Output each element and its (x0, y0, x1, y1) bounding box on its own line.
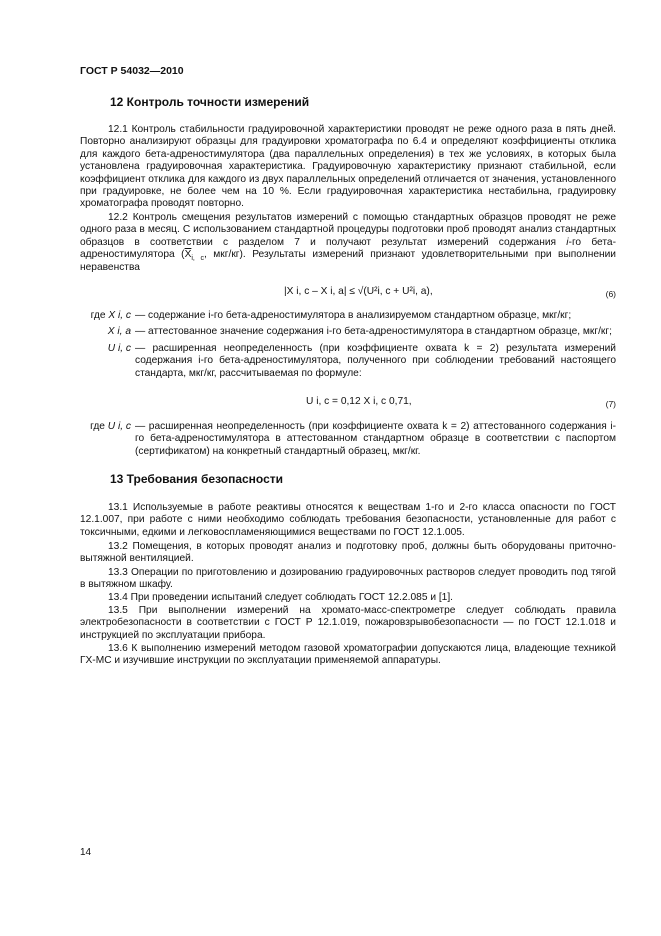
paragraph-12-2: 12.2 Контроль смещения результатов измерений с помощью стандартных образцов проводят не реже одного раза в месяц. С использованием стандартной процедуры подготовки проб проводят анализ стандартных образцов в соответствии с разделом 7 и получают результат измерений содержания i-го бета-адреностимулятора ($\overline{X}_{i, c}$, мкг/кг). Результаты измерений признают удовлетворительными при выполнении неравенства (80, 212, 616, 273)
formula-6: |X i, c – X i, a| ≤ √(U²i, c + U²i, a), (284, 286, 433, 297)
equation-number-7: (7) (605, 399, 616, 409)
section-12-title: 12 Контроль точности измерений (110, 95, 310, 109)
formula-6-row (80, 286, 616, 302)
paragraph-13-3: 13.3 Операции по приготовлению и дозированию градуировочных растворов следует проводить под тягой в вытяжном шкафу. (80, 567, 616, 591)
formula-7: U i, c = 0,12 X i, c 0,71, (306, 396, 412, 407)
paragraph-13-1: 13.1 Используемые в работе реактивы относятся к веществам 1-го и 2-го класса опасности по ГОСТ 12.1.007, при работе с ними необходимо соблюдать требования безопасности, установленные для работ с токсичными, едкими и легковоспламеняющимися веществами по ГОСТ 12.1.005. (80, 502, 616, 538)
paragraph-13-2: 13.2 Помещения, в которых проводят анализ и подготовку проб, должны быть оборудованы приточно-вытяжной вентиляцией. (80, 541, 616, 565)
formula-7-row (80, 396, 616, 412)
definition-u-ia: где U i, c — расширенная неопределенность (при коэффициенте охвата k = 2) аттестованного содержания i-го бета-адреностимулятора в аттестованном стандартном образце в соответствии с паспортом (сертификатом) на конкретный стандартный образец, мкг/кг. (90, 421, 616, 457)
standard-header: ГОСТ Р 54032—2010 (80, 65, 184, 77)
definitions-list-2 (80, 421, 616, 458)
symbol-x-bar: $\overline{X}$ (184, 249, 192, 261)
paragraph-13-5: 13.5 При выполнении измерений на хромато-масс-спектрометре следует соблюдать правила электробезопасности в соответствии с ГОСТ Р 12.1.019, пожаровзрывобезопасности — по ГОСТ 12.1.018 и инструкцией по эксплуатации прибора. (80, 605, 616, 641)
paragraph-13-6: 13.6 К выполнению измерений методом газовой хроматографии допускаются лица, владеющие техникой ГХ-МС и изучившие инструкции по эксплуатации применяемой аппаратуры. (80, 643, 616, 667)
paragraph-13-4: 13.4 При проведении испытаний следует соблюдать ГОСТ 12.2.085 и [1]. (108, 592, 454, 603)
equation-number-6: (6) (605, 289, 616, 299)
definition-u-ic: U i, c — расширенная неопределенность (при коэффициенте охвата k = 2) результата измерений содержания i-го бета-адреностимулятора, полученного при соблюдении требований настоящего стандарта, мкг/кг, рассчитываемая по формуле: (107, 342, 616, 379)
definition-x-ia: X i, a — аттестованное значение содержания i-го бета-адреностимулятора в стандартном образце, мкг/кг; (107, 326, 612, 338)
paragraph-12-1: 12.1 Контроль стабильности градуировочной характеристики проводят не реже одного раза в пять дней. Повторно анализируют образцы для градуировки хроматографа по 6.4 и определяют коэффициенты отклика для каждого бета-адреностимулятора (два параллельных определения) в тех же условиях, в которых была установлена градуировочная характеристика. Градуировочную характеристику признают стабильной, если коэффициент отклика для каждого из двух параллельных определений отличается от значения, установленного при градуировке, не более чем на 10 %. Если градуировочная характеристика нестабильна, градуировку хроматографа проводят повторно. (80, 124, 616, 210)
definitions-list (80, 310, 616, 380)
page-number: 14 (80, 847, 92, 858)
section-13-title: 13 Требования безопасности (110, 472, 284, 486)
definition-x-ic: где X i, c — содержание i-го бета-адреностимулятора в анализируемом стандартном образце, мкг/кг; (90, 310, 572, 321)
